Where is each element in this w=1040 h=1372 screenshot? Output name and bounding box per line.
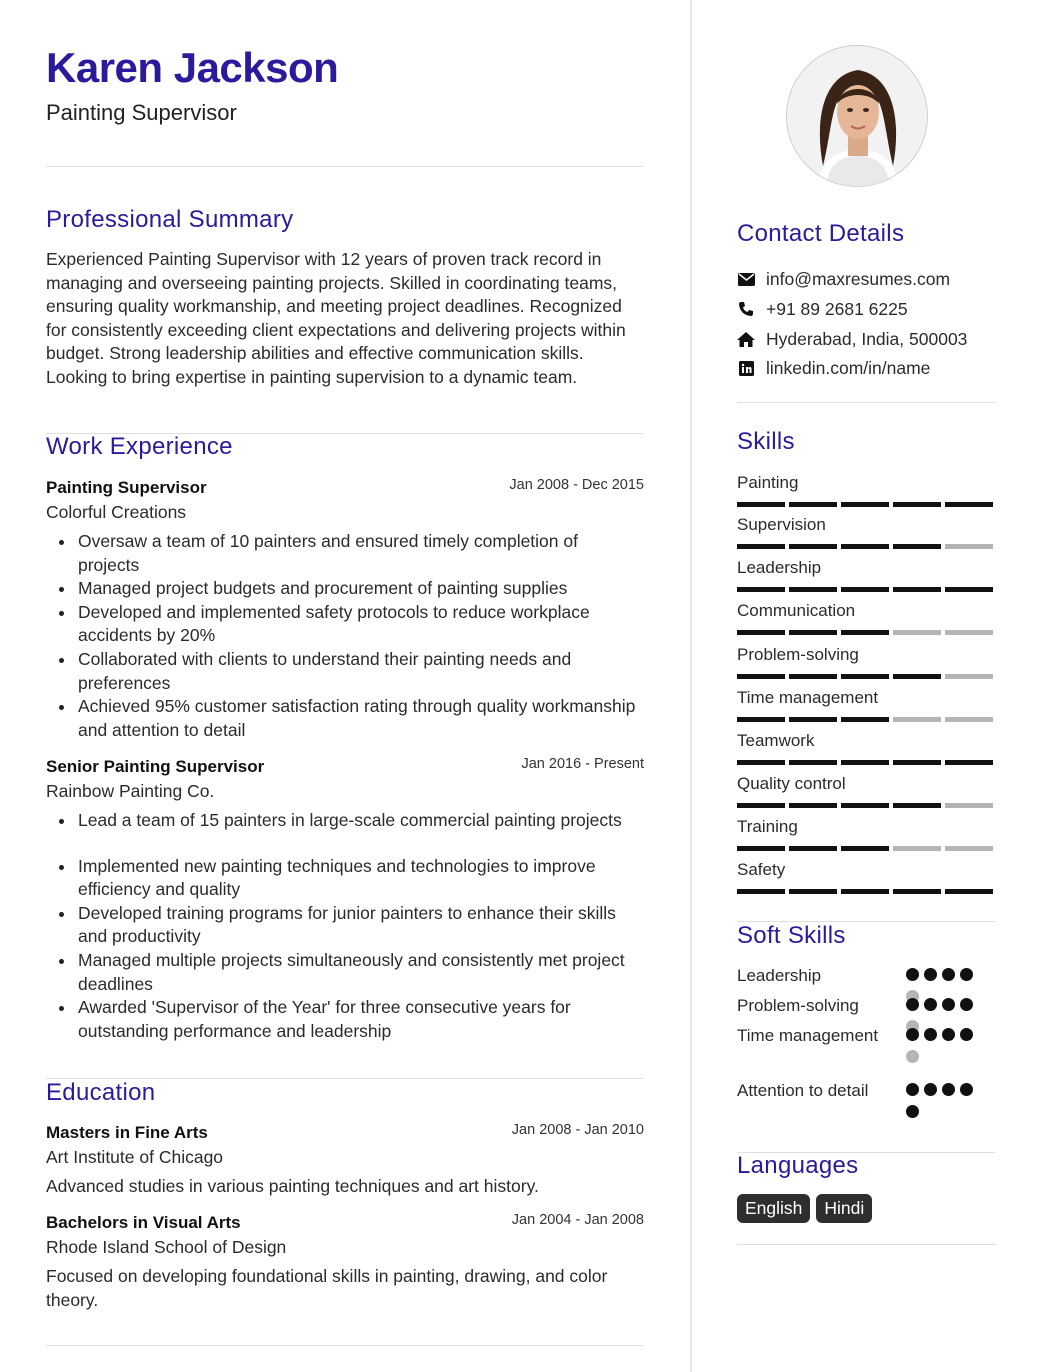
- column-divider: [690, 0, 692, 1372]
- education-description: Focused on developing foundational skills in painting, drawing, and color theory.: [46, 1266, 608, 1310]
- skill-label: Safety: [737, 860, 786, 879]
- job-bullet: Developed training programs for junior painters to enhance their skills and productivity: [78, 902, 644, 949]
- profile-photo: [786, 45, 928, 187]
- skill-level-bar: [737, 846, 995, 851]
- contact-heading: Contact Details: [737, 220, 905, 247]
- contact-email[interactable]: [737, 267, 950, 291]
- skill-level-segment: [841, 544, 889, 549]
- skill-level-segment: [945, 587, 993, 592]
- job-bullet: Implemented new painting techniques and technologies to improve efficiency and quality: [78, 855, 644, 902]
- skill-level-segment: [737, 717, 785, 722]
- skill-label: Quality control: [737, 774, 846, 793]
- skill-level-segment: [737, 803, 785, 808]
- job-bullets: [78, 809, 644, 1043]
- degree: Masters in Fine Arts: [46, 1123, 208, 1142]
- candidate-name: Karen Jackson: [46, 44, 339, 91]
- skill-level-segment: [841, 630, 889, 635]
- skill-level-segment: [737, 760, 785, 765]
- skill-level-segment: [737, 889, 785, 894]
- job-dates: Jan 2016 - Present: [521, 756, 644, 772]
- soft-skill-label: Leadership: [737, 966, 822, 985]
- skill-level-segment: [893, 717, 941, 722]
- soft-skill-label: Problem-solving: [737, 996, 859, 1015]
- soft-skill-item: [737, 1079, 995, 1102]
- phone-icon: [737, 300, 755, 318]
- skill-level-segment: [841, 760, 889, 765]
- degree: Bachelors in Visual Arts: [46, 1213, 241, 1232]
- skill-level-segment: [737, 630, 785, 635]
- skill-level-segment: [893, 674, 941, 679]
- soft-skills-heading: Soft Skills: [737, 922, 846, 949]
- skill-level-segment: [789, 717, 837, 722]
- skill-level-segment: [737, 544, 785, 549]
- skill-level-bar: [737, 544, 995, 549]
- skill-label: Teamwork: [737, 731, 815, 750]
- soft-skill-item: [737, 964, 995, 987]
- skill-item: [737, 859, 995, 894]
- skill-level-segment: [789, 760, 837, 765]
- rating-dot: [906, 998, 919, 1011]
- skills-heading: Skills: [737, 428, 795, 455]
- skill-item: [737, 514, 995, 549]
- skill-level-bar: [737, 630, 995, 635]
- job-bullet: Awarded 'Supervisor of the Year' for three consecutive years for outstanding performance and leadership: [78, 996, 644, 1043]
- languages-list: [737, 1194, 872, 1223]
- summary-heading: Professional Summary: [46, 206, 294, 233]
- skill-level-segment: [893, 846, 941, 851]
- skill-level-segment: [893, 544, 941, 549]
- skill-label: Leadership: [737, 558, 822, 577]
- contact-linkedin[interactable]: [737, 356, 930, 380]
- skill-item: [737, 557, 995, 592]
- job-bullets: [78, 530, 644, 742]
- skill-level-segment: [737, 502, 785, 507]
- job-bullet: Oversaw a team of 10 painters and ensured timely completion of projects: [78, 530, 644, 577]
- language-pill: English: [737, 1194, 810, 1223]
- soft-skill-rating: [906, 1028, 986, 1064]
- school: Art Institute of Chicago: [46, 1147, 224, 1167]
- skill-level-bar: [737, 803, 995, 808]
- education-divider: [46, 1345, 644, 1346]
- skill-level-segment: [789, 889, 837, 894]
- skill-item: [737, 600, 995, 635]
- soft-skill-item: [737, 994, 995, 1017]
- skill-level-segment: [841, 674, 889, 679]
- education-entry: [46, 1212, 644, 1312]
- rating-dot: [942, 998, 955, 1011]
- skill-level-segment: [841, 587, 889, 592]
- soft-skill-label: Attention to detail: [737, 1081, 869, 1100]
- rating-dot: [960, 1083, 973, 1096]
- education-dates: Jan 2008 - Jan 2010: [511, 1122, 644, 1138]
- skill-level-segment: [945, 889, 993, 894]
- skill-level-segment: [945, 544, 993, 549]
- skill-item: [737, 687, 995, 722]
- job-bullet: Achieved 95% customer satisfaction rating through quality workmanship and attention to detail: [78, 695, 644, 742]
- skill-level-segment: [893, 889, 941, 894]
- skill-level-segment: [841, 803, 889, 808]
- skill-level-bar: [737, 502, 995, 507]
- education-dates: Jan 2004 - Jan 2008: [511, 1212, 644, 1228]
- rating-dot: [960, 968, 973, 981]
- skill-level-segment: [841, 889, 889, 894]
- job-entry: [46, 477, 644, 742]
- skill-level-segment: [893, 760, 941, 765]
- skill-level-segment: [945, 717, 993, 722]
- skill-level-segment: [945, 674, 993, 679]
- skill-level-segment: [789, 630, 837, 635]
- skill-level-segment: [945, 502, 993, 507]
- skill-level-segment: [893, 630, 941, 635]
- rating-dot: [924, 968, 937, 981]
- job-dates: Jan 2008 - Dec 2015: [509, 477, 644, 493]
- rating-dot: [906, 1050, 919, 1063]
- rating-dot: [906, 1105, 919, 1118]
- skill-label: Time management: [737, 688, 879, 707]
- skill-level-bar: [737, 889, 995, 894]
- skill-level-segment: [789, 587, 837, 592]
- rating-dot: [942, 968, 955, 981]
- job-entry: [46, 756, 644, 1043]
- job-title: Painting Supervisor: [46, 478, 207, 497]
- contact-address: [737, 327, 967, 351]
- skill-level-segment: [841, 717, 889, 722]
- job-company: Rainbow Painting Co.: [46, 781, 215, 801]
- email-text: info@maxresumes.com: [766, 268, 951, 289]
- education-heading: Education: [46, 1079, 156, 1106]
- rating-dot: [942, 1083, 955, 1096]
- linkedin-icon: [737, 359, 755, 377]
- job-company: Colorful Creations: [46, 502, 187, 522]
- skill-item: [737, 472, 995, 507]
- skill-level-segment: [737, 846, 785, 851]
- soft-skill-label: Time management: [737, 1026, 879, 1045]
- skill-item: [737, 644, 995, 679]
- skill-level-segment: [841, 502, 889, 507]
- job-bullet: Developed and implemented safety protocols to reduce workplace accidents by 20%: [78, 601, 644, 648]
- home-icon: [737, 330, 755, 348]
- languages-heading: Languages: [737, 1152, 859, 1179]
- rating-dot: [942, 1028, 955, 1041]
- job-bullet: Managed project budgets and procurement of painting supplies: [78, 577, 644, 601]
- skill-level-segment: [789, 674, 837, 679]
- skill-level-segment: [893, 587, 941, 592]
- rating-dot: [924, 1083, 937, 1096]
- work-heading: Work Experience: [46, 433, 233, 460]
- skill-level-bar: [737, 674, 995, 679]
- rating-dot: [924, 1028, 937, 1041]
- language-pill: Hindi: [816, 1194, 872, 1223]
- languages-divider: [737, 1244, 995, 1245]
- address-text: Hyderabad, India, 500003: [766, 328, 968, 349]
- rating-dot: [960, 998, 973, 1011]
- skill-level-segment: [737, 587, 785, 592]
- rating-dot: [924, 998, 937, 1011]
- skill-level-bar: [737, 587, 995, 592]
- phone-text: +91 89 2681 6225: [766, 298, 908, 319]
- skill-level-segment: [789, 846, 837, 851]
- job-bullet: Lead a team of 15 painters in large-scale commercial painting projects: [78, 809, 644, 833]
- portrait-image: [787, 46, 928, 187]
- skill-level-segment: [789, 803, 837, 808]
- skill-level-segment: [789, 502, 837, 507]
- header-divider: [46, 166, 644, 167]
- contact-divider: [737, 402, 995, 403]
- summary-text: Experienced Painting Supervisor with 12 years of proven track record in managing and overseeing painting projects. Skilled in coordinating teams, ensuring quality workmanship, and meeting project deadlines. Recognized for consistently exceeding client expectations and delivering projects within budget. Strong leadership abilities and effective communication skills. Looking to bring expertise in painting supervision to a dynamic team.: [46, 249, 626, 387]
- skill-label: Supervision: [737, 515, 826, 534]
- skill-level-segment: [893, 803, 941, 808]
- skill-item: [737, 816, 995, 851]
- skill-level-segment: [789, 544, 837, 549]
- job-bullet: Collaborated with clients to understand their painting needs and preferences: [78, 648, 644, 695]
- skill-level-segment: [893, 502, 941, 507]
- rating-dot: [960, 1028, 973, 1041]
- education-entry: [46, 1122, 644, 1199]
- skill-label: Painting: [737, 473, 799, 492]
- rating-dot: [906, 1083, 919, 1096]
- skill-level-segment: [737, 674, 785, 679]
- envelope-icon: [737, 270, 755, 288]
- skill-level-bar: [737, 717, 995, 722]
- skill-level-bar: [737, 760, 995, 765]
- soft-skill-item: [737, 1024, 995, 1047]
- skill-label: Training: [737, 817, 798, 836]
- school: Rhode Island School of Design: [46, 1237, 287, 1257]
- skill-item: [737, 773, 995, 808]
- job-title: Senior Painting Supervisor: [46, 757, 265, 776]
- job-bullet: Managed multiple projects simultaneously and consistently met project deadlines: [78, 949, 644, 996]
- rating-dot: [906, 1028, 919, 1041]
- skill-level-segment: [945, 630, 993, 635]
- skill-label: Communication: [737, 601, 856, 620]
- skill-item: [737, 730, 995, 765]
- rating-dot: [906, 968, 919, 981]
- contact-phone[interactable]: [737, 297, 908, 321]
- skill-level-segment: [945, 846, 993, 851]
- skill-level-segment: [945, 803, 993, 808]
- skill-label: Problem-solving: [737, 645, 859, 664]
- education-description: Advanced studies in various painting techniques and art history.: [46, 1176, 539, 1196]
- skill-level-segment: [841, 846, 889, 851]
- linkedin-text: linkedin.com/in/name: [766, 357, 931, 378]
- soft-skill-rating: [906, 1083, 986, 1119]
- candidate-title: Painting Supervisor: [46, 100, 237, 125]
- skill-level-segment: [945, 760, 993, 765]
